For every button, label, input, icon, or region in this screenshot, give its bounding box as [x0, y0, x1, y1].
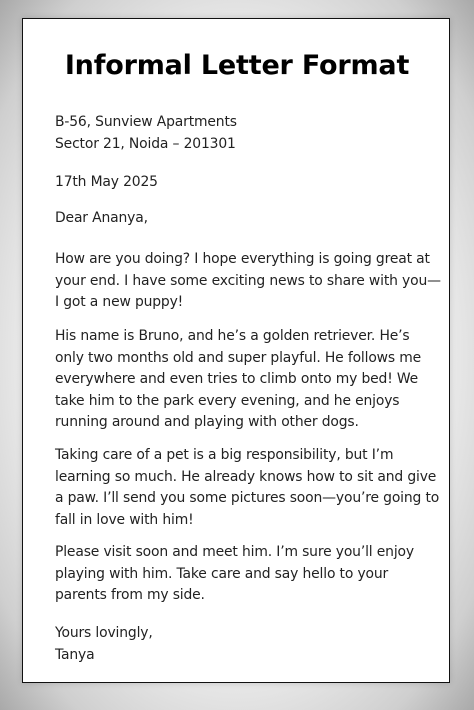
paragraph-2 [55, 326, 421, 434]
closing-text: Yours lovingly, [55, 625, 153, 641]
paragraph-1 [55, 249, 441, 314]
paragraph-line: How are you doing? I hope everything is going great at [55, 251, 430, 267]
paragraph-line: fall in love with him! [55, 511, 194, 528]
paragraph-4 [55, 542, 414, 607]
paragraph-line: everywhere and even tries to climb onto my bed! We [55, 371, 419, 387]
paragraph-line: running around and playing with other dogs. [55, 414, 359, 430]
paragraph-line: take him to the park every evening, and he enjoys [55, 392, 400, 409]
paragraph-line: I got a new puppy! [55, 294, 184, 310]
paragraph-line: a paw. I’ll send you some pictures soon—you’re going to [55, 490, 440, 506]
address-line: B-56, Sunview Apartments [55, 114, 237, 130]
paragraph-line: Taking care of a pet is a big responsibility, but I’m [55, 447, 394, 463]
letter-date [55, 172, 158, 194]
paragraph-line: your end. I have some exciting news to share with you— [55, 272, 441, 289]
paragraph-line: only two months old and super playful. He follows me [55, 349, 422, 366]
letter-closing [55, 623, 153, 666]
paragraph-line: playing with him. Take care and say hello to your [55, 565, 389, 582]
salutation [55, 208, 148, 230]
paragraph-line: His name is Bruno, and he’s a golden retriever. He’s [55, 328, 410, 344]
signature-text: Tanya [55, 646, 95, 663]
paragraph-3 [55, 445, 439, 531]
salutation-text: Dear Ananya, [55, 210, 148, 226]
paragraph-line: Please visit soon and meet him. I’m sure you’ll enjoy [55, 544, 414, 560]
sender-address [55, 112, 237, 155]
page-title: Informal Letter Format [64, 50, 410, 81]
paragraph-line: parents from my side. [55, 587, 205, 603]
address-line: Sector 21, Noida – 201301 [55, 135, 236, 152]
date-text: 17th May 2025 [55, 174, 158, 190]
paragraph-line: learning so much. He already knows how to sit and give [55, 468, 437, 485]
